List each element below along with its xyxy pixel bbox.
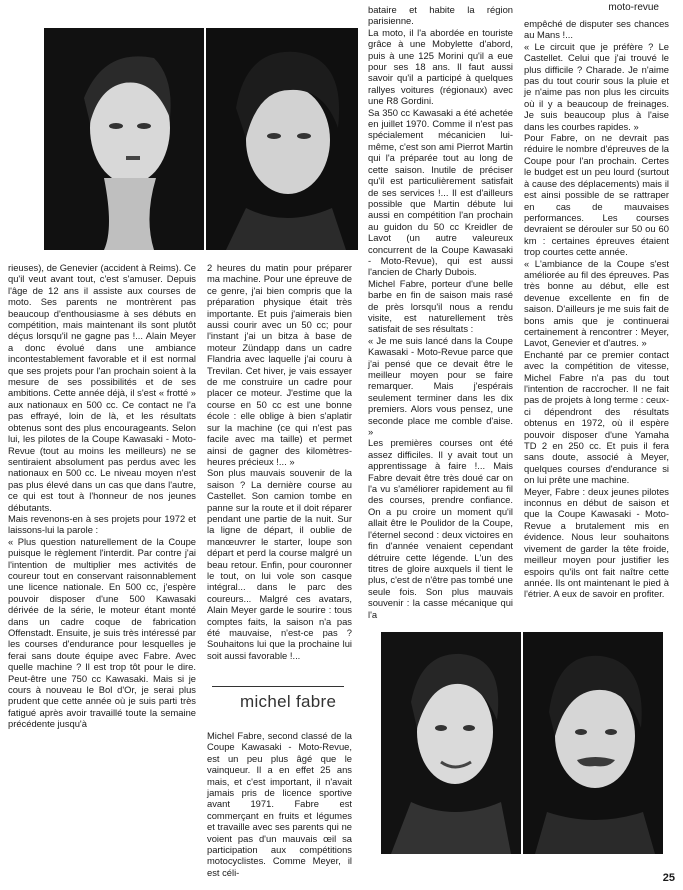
photo-fabre-2 (523, 632, 663, 854)
column-3: bataire et habite la région parisienne. La moto, il l'a abordée en touriste grâce à une Mobylette d'abord, puis à une 125 Morini qu'il a eue pour ses 18 ans. Il faut aussi savoir qu'il a participé à quelques rallyes voitures (régionaux) avec une R8 Gordini. Sa 350 cc Kawasaki a été achetée en juillet 1970. Comme il n'est pas spécialement mécanicien lui-même, c'est son ami Pierrot Martin qui l'a préparée tout au long de cette saison. Inutile de préciser qu'il est particulièrement satisfait de ses services !... Il est d'ailleurs possible que Martin débute lui aussi en compétition l'an prochain au guidon du 50 cc Kreidler de Lavot (un autre valeureux concurrent de la Coupe Kawasaki - Moto-Revue), qui est aussi l'ancien de Charly Dubois. Michel Fabre, porteur d'une belle barbe en fin de saison mais rasé de près lorsqu'il nous a rendu visite, est naturellement très satisfait de ses résultats : « Je me suis lancé dans la Coupe Kawasaki - Moto-Revue parce que j'ai pensé que ce devait être le meilleur moyen pour se faire remarquer. Mais j'espérais seulement terminer dans les dix premiers. Alors vous pensez, une seconde place me comble d'aise. » Les premières courses ont été assez difficiles. Il y avait tout un apprentissage à faire !... Mais Fabre devait être très doué car on l'a vu s'améliorer rapidement au fil des courses, prendre confiance. On a pu croire un moment qu'il allait être le Poulidor de la Coupe, l'éternel second : deux victoires en fin d'année venaient cependant détruire cette légende. L'un des titres de gloire auxquels il tient le plus, c'est de n'être pas tombé une seule fois. Son plus mauvais souvenir : la casse mécanique qui l'a (368, 4, 513, 620)
heading-rule (212, 686, 344, 687)
page-number: 25 (662, 872, 675, 884)
photo-fabre-1 (381, 632, 521, 854)
column-2b: Michel Fabre, second classé de la Coupe Kawasaki - Moto-Revue, est un peu plus âgé que le vainqueur. Il a en effet 25 ans mais, et c'est important, il n'avait jamais pris de licence sportive avant 1971. Fabre est commerçant en fruits et légumes et travaille avec ses parents qui ne voient pas d'un mauvais œil sa participation aux compétitions motocyclistes. Comme Meyer, il est céli- (207, 730, 352, 878)
photo-meyer-1 (44, 28, 204, 250)
column-4: empêché de disputer ses chances au Mans !... « Le circuit que je préfère ? Le Castellet. Celui que j'ai trouvé le plus difficile ? Charade. Je n'aime pas du tout courir sous la pluie et je n'aime pas non plus les circuits où il y a beaucoup de freinages. Je suis beaucoup plus à l'aise dans les courbes rapides. » Pour Fabre, on ne devrait pas réduire le nombre d'épreuves de la Coupe pour l'an prochain. Certes le budget est un peu lourd (surtout à cause des déplacements) mais il est ainsi possible de se rattraper en cas de mauvaises performances. Les courses devraient se dérouler sur 50 ou 60 km : certaines épreuves étaient trop courtes cette année. « L'ambiance de la Coupe s'est améliorée au fil des épreuves. Pas très bonne au début, elle est devenue excellente en fin de saison. D'ailleurs je me suis fait de bons amis que je continuerai certainement à rencontrer : Meyer, Lavot, Genevier et d'autres. » Enchanté par ce premier contact avec la compétition de vitesse, Michel Fabre n'a pas du tout l'intention de raccrocher. Il ne fait pas de projets à long terme : ceux-ci dépendront des résultats obtenus en 1972, où il espère pouvoir disposer d'une Yamaha TD 2 en 250 cc. Et puis il fera sans doute, associé à Meyer, quelques courses d'endurance si on lui prête une machine. Meyer, Fabre : deux jeunes pilotes inconnus en début de saison et que la Coupe Kawasaki - Moto-Revue a brutalement mis en évidence. Nous leur souhaitons vivement de garder la tête froide, meilleur moyen pour justifier les espoirs qu'ils ont fait naître cette année. Ils ont maintenant le pied à l'étrier. A eux de savoir en profiter. (524, 18, 669, 600)
column-1: rieuses), de Genevier (accident à Reims). Ce qu'il veut avant tout, c'est s'amuser. Depuis l'âge de 12 ans il assiste aux courses de moto. Ses parents ne montrèrent pas beaucoup d'enthousiasme à ses débuts en compétition, mais maintenant ils sont plutôt déçus lorsqu'il ne gagne pas !... Alain Meyer a donc évolué dans une ambiance incontestablement favorable et il est normal que ses projets pour l'an prochain soient à la mesure de ses possibilités et de ses ambitions. Cette année déjà, il s'est « frotté » aux nationaux en 500 cc. Ce contact ne l'a pas effrayé, loin de là, et les résultats obtenus sont des plus encourageants. Selon lui, les pilotes de la Coupe Kawasaki - Moto-Revue (tout au moins les meilleurs) ne se sentiraient absolument pas perdus avec les nationaux en 500 cc. Le niveau moyen n'est pas plus élevé dans un cas que dans l'autre, ce qui est tout à l'honneur de nos jeunes débutants. Mais revenons-en à ses projets pour 1972 et laissons-lui la parole : « Plus question naturellement de la Coupe puisque le règlement l'interdit. Par contre j'ai l'intention de multiplier mes activités de coureur tout en conservant raisonnablement une licence nationale. En 500 cc, j'espère pouvoir disposer d'une 500 Kawasaki dérivée de la série, le moteur étant monté dans un cadre coque de fabrication Offenstadt. Ensuite, je suis très intéressé par les courses d'endurance pour lesquelles je ferai sans doute équipe avec Fabre. Avec quelle machine ? Il est trop tôt pour le dire. Peut-être une 750 cc Kawasaki. Mais si je cours à nouveau le Bol d'Or, je serai plus prudent que cette année où je suis parti très fatigué après avoir travaillé toute la semaine précédente jusqu'à (8, 262, 196, 730)
portrait-photo-icon (44, 28, 204, 250)
running-header: moto-revue (608, 2, 659, 13)
portrait-photo-icon (523, 632, 663, 854)
section-heading: michel fabre (240, 692, 337, 711)
portrait-photo-icon (381, 632, 521, 854)
photo-meyer-2 (206, 28, 358, 250)
portrait-photo-icon (206, 28, 358, 250)
column-2: 2 heures du matin pour préparer ma machine. Pour une épreuve de ce genre, j'ai bien compris que la préparation physique était très importante. Et puis j'aimerais bien aussi courir avec un 50 cc; pour l'instant j'ai un bitza à base de moteur Zündapp dans un cadre Flandria avec laquelle j'ai couru à Trevilan. Cet hiver, je vais essayer de me construire un cadre pour placer ce moteur. J'estime que la course en 50 cc est une bonne école : elle oblige à bien s'aplatir sur la machine (ce qui n'est pas facile avec ma taille) et permet ainsi de gagner des kilomètres-heures précieux !... » Son plus mauvais souvenir de la saison ? La dernière course au Castellet. Son camion tombe en panne sur la route et il doit réparer pendant une partie de la nuit. Sur la ligne de départ, il oublie de manœuvrer le starter, loupe son départ et perd la course malgré un beau retour. Enfin, pour couronner le tout, on lui vole son casque intégral... dans le parc des coureurs... Malgré ces avatars, Alain Meyer garde le sourire : tous comptes faits, la saison n'a pas été mauvaise, n'est-ce pas ? Souhaitons lui que la prochaine lui soit aussi favorable !... (207, 262, 352, 661)
